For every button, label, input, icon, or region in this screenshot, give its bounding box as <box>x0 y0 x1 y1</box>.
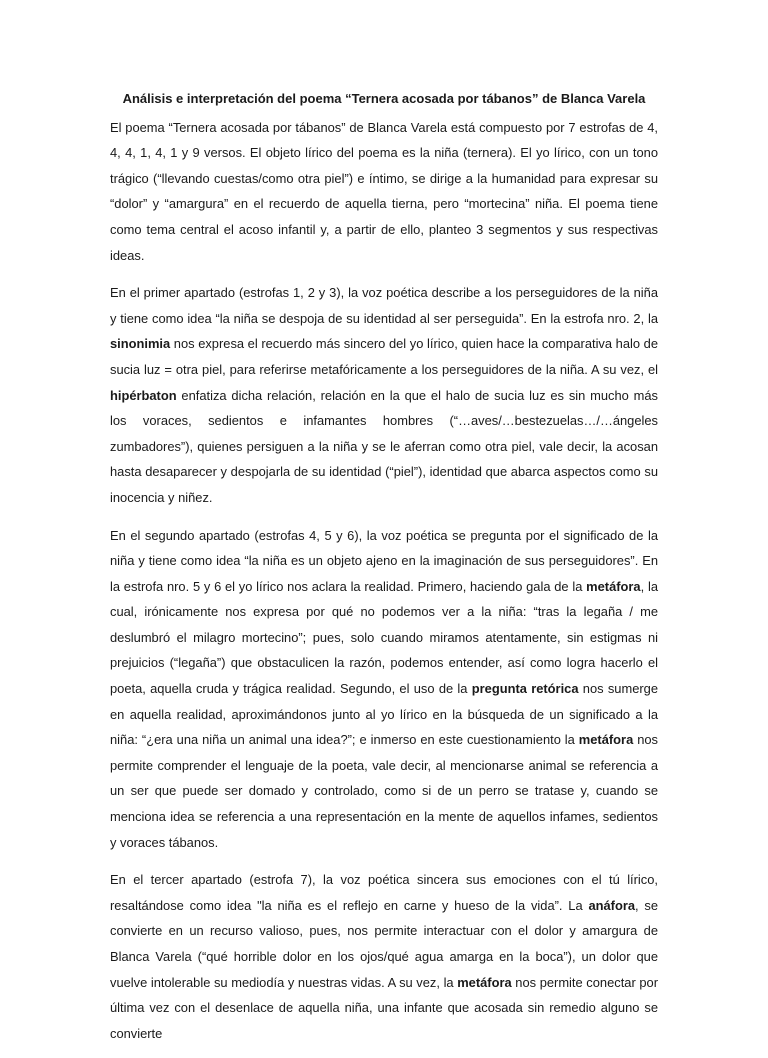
paragraph-text: , la cual, irónicamente nos expresa por qué no podemos ver a la niña: “tras la legaña / me deslumbró el milagro mortecino”; pues, solo cuando miramos atentamente, sin estigmas ni prejuicios (“legaña”) que obstaculicen la razón, podemos entender, así como logra hacerlo el poeta, aquella cruda y trágica realidad. Segundo, el uso de la <box>110 578 658 697</box>
term-pregunta-retorica: pregunta retórica <box>471 681 579 697</box>
document-title: Análisis e interpretación del poema “Ternera acosada por tábanos” de Blanca Varela <box>122 91 646 106</box>
term-metafora: metáfora <box>586 578 641 594</box>
paragraph-text: nos permite conectar por última vez con el desenlace de aquella niña, una infante que acosada sin remedio alguno se convierte <box>110 974 658 1041</box>
paragraph-text: nos sumerge en aquella realidad, aproximándonos junto al yo lírico en la búsqueda de un significado a la niña: “¿era una niña un animal una idea?”; e inmerso en este cuestionamiento la <box>110 681 658 748</box>
paragraph-text: En el primer apartado (estrofas 1, 2 y 3), la voz poética describe a los perseguidores de la niña y tiene como idea “la niña se despoja de su identidad al ser perseguida”. En la estrofa nro. 2, la <box>110 285 658 326</box>
paragraph-third-section <box>110 867 658 1046</box>
paragraph-text: , se convierte en un recurso valioso, pues, nos permite interactuar con el dolor y amargura de Blanca Varela (“qué horrible dolor en los ojos/qué agua amarga en la boca”), un dolor que vuelve intolerable su mediodía y nuestras vidas. A su vez, la <box>110 897 658 990</box>
paragraph-text: En el segundo apartado (estrofas 4, 5 y 6), la voz poética se pregunta por el significado de la niña y tiene como idea “la niña es un objeto ajeno en la imaginación de sus perseguidores”. En la estrofa nro. 5 y 6 el yo lírico nos aclara la realidad. Primero, haciendo gala de la <box>110 527 658 594</box>
paragraph-text: nos permite comprender el lenguaje de la poeta, vale decir, al mencionarse animal se referencia a un ser que puede ser domado y controlado, como si de un perro se tratase y, cuando se menciona idea se referencia a una representación en la mente de aquellos infames, sedientos y voraces tábanos. <box>110 732 658 850</box>
paragraph-text: nos expresa el recuerdo más sincero del yo lírico, quien hace la comparativa halo de sucia luz = otra piel, para referirse metafóricamente a los perseguidores de la niña. A su vez, el <box>110 336 658 377</box>
paragraph-intro <box>110 115 658 269</box>
paragraph-text: enfatiza dicha relación, relación en la que el halo de sucia luz es sin mucho más los voraces, sedientos e infamantes hombres (“…aves/…bestezuelas…/…ángeles zumbadores”), quienes persiguen a la niña y se le aferran como otra piel, vale decir, la acosan hasta desaparecer y despojarla de su identidad (“piel”), identidad que abarca aspectos como su inocencia y niñez. <box>110 387 658 505</box>
term-hiperbaton: hipérbaton <box>110 387 177 403</box>
term-metafora: metáfora <box>457 974 512 990</box>
term-anafora: anáfora <box>588 897 636 913</box>
term-metafora: metáfora <box>578 732 634 748</box>
term-sinonimia: sinonimia <box>110 336 171 352</box>
paragraph-second-section <box>110 523 658 856</box>
paragraph-first-section <box>110 280 658 510</box>
paragraph-text: El poema “Ternera acosada por tábanos” de Blanca Varela está compuesto por 7 estrofas de 4, 4, 4, 1, 4, 1 y 9 versos. El objeto lírico del poema es la niña (ternera). El yo lírico, con un tono trágico (“llevando cuestas/como otra piel”) e íntimo, se dirige a la humanidad para expresar su “dolor” y “amargura” en el recuerdo de aquella tierna, pero “mortecina” niña. El poema tiene como tema central el acoso infantil y, a partir de ello, planteo 3 segmentos y sus respectivas ideas. <box>110 119 658 263</box>
document-page <box>110 86 658 1058</box>
paragraph-text: En el tercer apartado (estrofa 7), la voz poética sincera sus emociones con el tú lírico, resaltándose como idea "la niña es el reflejo en carne y hueso de la vida”. La <box>110 872 658 913</box>
